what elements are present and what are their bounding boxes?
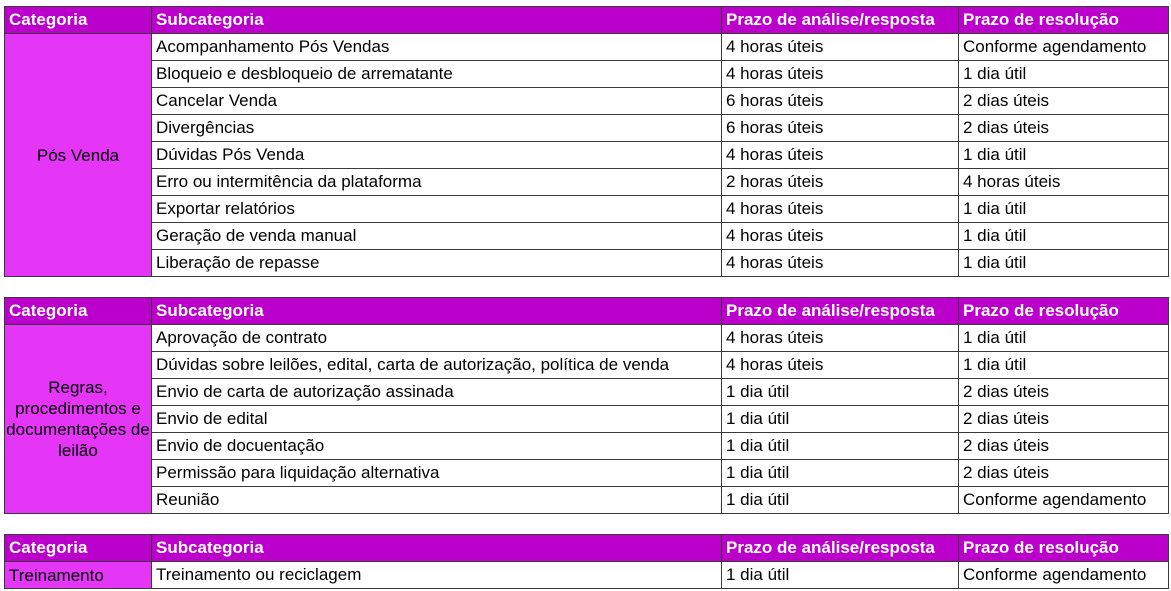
response-time-cell: 1 dia útil <box>722 562 959 589</box>
response-time-cell: 6 horas úteis <box>722 115 959 142</box>
subcategory-cell: Dúvidas Pós Venda <box>152 142 722 169</box>
table-row <box>5 223 1169 250</box>
subcategory-cell: Envio de carta de autorização assinada <box>152 379 722 406</box>
table-row <box>5 406 1169 433</box>
header-subcategoria: Subcategoria <box>152 535 722 562</box>
subcategory-cell: Liberação de repasse <box>152 250 722 277</box>
header-prazo-analise: Prazo de análise/resposta <box>722 7 959 34</box>
table-row <box>5 487 1169 514</box>
table-row <box>5 88 1169 115</box>
resolution-time-cell: 1 dia útil <box>959 250 1169 277</box>
sla-table-pos-venda <box>4 6 1169 277</box>
resolution-time-cell: 1 dia útil <box>959 325 1169 352</box>
header-prazo-resolucao: Prazo de resolução <box>959 535 1169 562</box>
resolution-time-cell: 2 dias úteis <box>959 460 1169 487</box>
header-categoria: Categoria <box>5 535 152 562</box>
resolution-time-cell: Conforme agendamento <box>959 562 1169 589</box>
response-time-cell: 4 horas úteis <box>722 352 959 379</box>
subcategory-cell: Divergências <box>152 115 722 142</box>
resolution-time-cell: 1 dia útil <box>959 61 1169 88</box>
response-time-cell: 4 horas úteis <box>722 196 959 223</box>
resolution-time-cell: 2 dias úteis <box>959 379 1169 406</box>
header-prazo-resolucao: Prazo de resolução <box>959 298 1169 325</box>
subcategory-cell: Acompanhamento Pós Vendas <box>152 34 722 61</box>
category-cell: Pós Venda <box>5 34 152 277</box>
subcategory-cell: Exportar relatórios <box>152 196 722 223</box>
subcategory-cell: Permissão para liquidação alternativa <box>152 460 722 487</box>
table-row <box>5 562 1169 589</box>
header-prazo-analise: Prazo de análise/resposta <box>722 535 959 562</box>
response-time-cell: 1 dia útil <box>722 460 959 487</box>
response-time-cell: 6 horas úteis <box>722 88 959 115</box>
subcategory-cell: Erro ou intermitência da plataforma <box>152 169 722 196</box>
category-cell: Regras, procedimentos e documentações de leilão <box>5 325 152 514</box>
resolution-time-cell: Conforme agendamento <box>959 487 1169 514</box>
header-prazo-analise: Prazo de análise/resposta <box>722 298 959 325</box>
response-time-cell: 1 dia útil <box>722 487 959 514</box>
header-subcategoria: Subcategoria <box>152 7 722 34</box>
subcategory-cell: Bloqueio e desbloqueio de arrematante <box>152 61 722 88</box>
sla-table-treinamento <box>4 534 1169 589</box>
subcategory-cell: Envio de edital <box>152 406 722 433</box>
header-categoria: Categoria <box>5 298 152 325</box>
header-row <box>5 535 1169 562</box>
resolution-time-cell: 2 dias úteis <box>959 433 1169 460</box>
resolution-time-cell: 1 dia útil <box>959 142 1169 169</box>
resolution-time-cell: 1 dia útil <box>959 196 1169 223</box>
table-row <box>5 196 1169 223</box>
resolution-time-cell: 1 dia útil <box>959 352 1169 379</box>
resolution-time-cell: 2 dias úteis <box>959 88 1169 115</box>
response-time-cell: 1 dia útil <box>722 379 959 406</box>
subcategory-cell: Aprovação de contrato <box>152 325 722 352</box>
table-row <box>5 34 1169 61</box>
table-row <box>5 115 1169 142</box>
response-time-cell: 4 horas úteis <box>722 34 959 61</box>
resolution-time-cell: 2 dias úteis <box>959 406 1169 433</box>
response-time-cell: 4 horas úteis <box>722 325 959 352</box>
subcategory-cell: Cancelar Venda <box>152 88 722 115</box>
table-row <box>5 169 1169 196</box>
resolution-time-cell: 4 horas úteis <box>959 169 1169 196</box>
response-time-cell: 2 horas úteis <box>722 169 959 196</box>
table-row <box>5 142 1169 169</box>
header-categoria: Categoria <box>5 7 152 34</box>
header-subcategoria: Subcategoria <box>152 298 722 325</box>
response-time-cell: 4 horas úteis <box>722 142 959 169</box>
resolution-time-cell: 1 dia útil <box>959 223 1169 250</box>
table-row <box>5 460 1169 487</box>
resolution-time-cell: 2 dias úteis <box>959 115 1169 142</box>
subcategory-cell: Dúvidas sobre leilões, edital, carta de autorização, política de venda <box>152 352 722 379</box>
table-row <box>5 352 1169 379</box>
response-time-cell: 4 horas úteis <box>722 223 959 250</box>
table-row <box>5 61 1169 88</box>
header-row <box>5 298 1169 325</box>
response-time-cell: 1 dia útil <box>722 406 959 433</box>
subcategory-cell: Geração de venda manual <box>152 223 722 250</box>
subcategory-cell: Treinamento ou reciclagem <box>152 562 722 589</box>
header-row <box>5 7 1169 34</box>
header-prazo-resolucao: Prazo de resolução <box>959 7 1169 34</box>
response-time-cell: 4 horas úteis <box>722 61 959 88</box>
subcategory-cell: Envio de docuentação <box>152 433 722 460</box>
table-row <box>5 379 1169 406</box>
category-cell: Treinamento <box>5 562 152 589</box>
response-time-cell: 1 dia útil <box>722 433 959 460</box>
response-time-cell: 4 horas úteis <box>722 250 959 277</box>
table-row <box>5 433 1169 460</box>
subcategory-cell: Reunião <box>152 487 722 514</box>
table-row <box>5 325 1169 352</box>
table-row <box>5 250 1169 277</box>
resolution-time-cell: Conforme agendamento <box>959 34 1169 61</box>
sla-table-regras <box>4 297 1169 514</box>
